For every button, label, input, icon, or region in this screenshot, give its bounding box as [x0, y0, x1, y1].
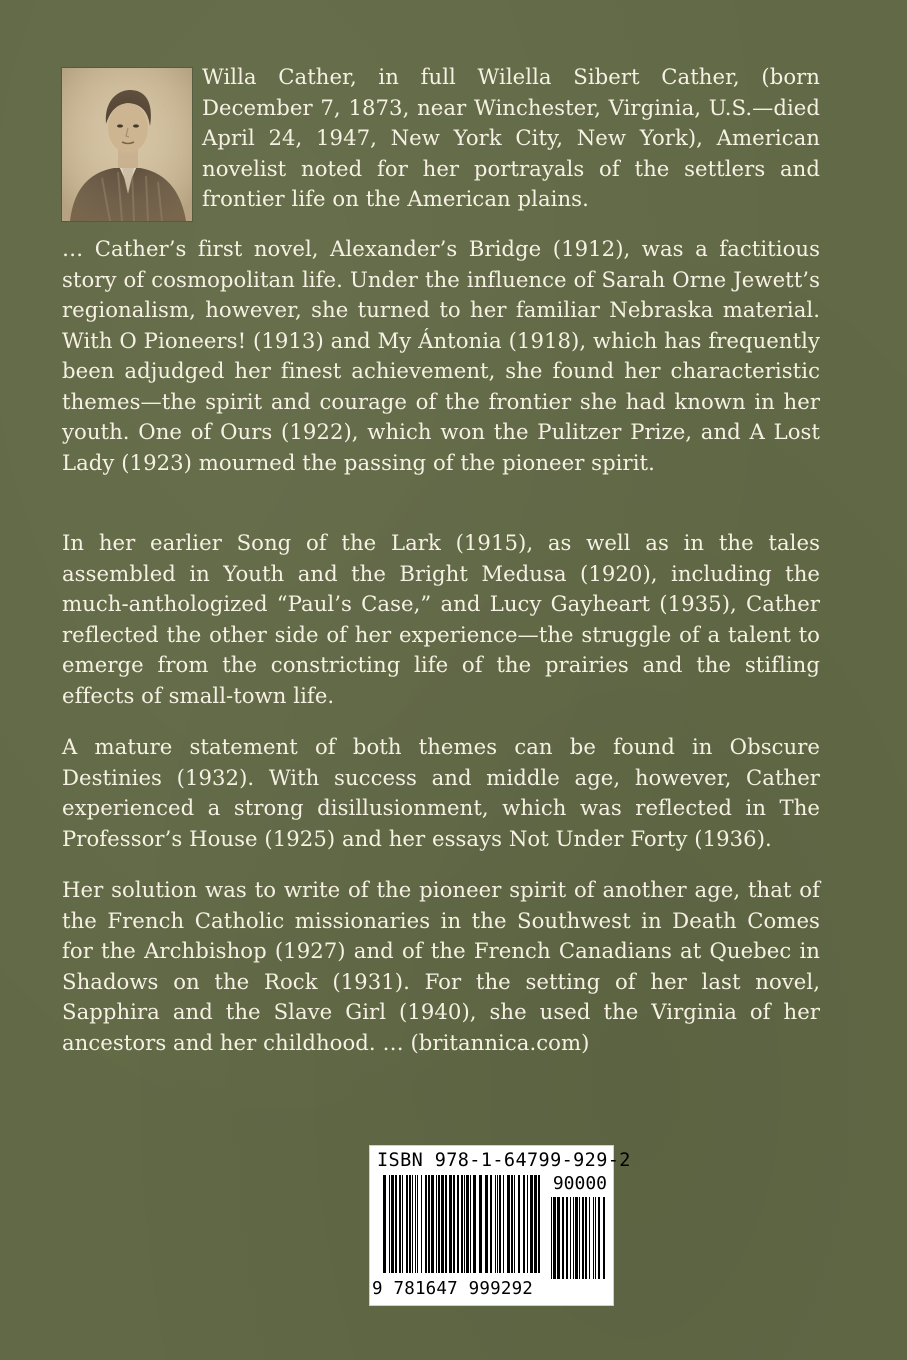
- barcode-bar: [534, 1175, 537, 1273]
- barcode-bar: [573, 1197, 574, 1279]
- barcode-bar: [389, 1175, 390, 1273]
- barcode-bar: [518, 1175, 520, 1273]
- barcode-bar: [431, 1175, 434, 1273]
- barcode-bar: [557, 1197, 560, 1279]
- barcode-bar: [415, 1175, 416, 1273]
- barcode-bar: [579, 1197, 580, 1279]
- barcode-bar: [383, 1175, 386, 1273]
- barcode-bar: [497, 1175, 498, 1273]
- barcode-bar: [507, 1175, 510, 1273]
- bio-paragraph-earlier-works: In her earlier Song of the Lark (1915), as well as in the tales assembled in Youth and the Bright Medusa (1920), including the much-anthologized “Paul’s Case,” and Lucy Gayheart (1935), Cather reflected the other side of her experience—the struggle of a talent to emerge from the constricting life of the prairies and the stifling effects of small-town life.: [62, 530, 820, 708]
- barcode-bar: [399, 1175, 401, 1273]
- barcode-bar: [598, 1197, 600, 1279]
- barcode-bar: [406, 1175, 408, 1273]
- addon-barcode-bars: [551, 1197, 607, 1279]
- barcode-bar: [464, 1175, 465, 1273]
- barcode-bar: [441, 1175, 444, 1273]
- ean-digits: 9 781647 999292: [372, 1279, 534, 1299]
- barcode-bar: [453, 1175, 455, 1273]
- barcode-bar: [589, 1197, 590, 1279]
- barcode-bar: [523, 1175, 525, 1273]
- barcode-bar: [421, 1175, 422, 1273]
- barcode-bar: [479, 1175, 482, 1273]
- barcode-bar: [551, 1197, 552, 1279]
- barcode-bar: [530, 1175, 533, 1273]
- barcode-bar: [595, 1197, 596, 1279]
- barcode-bar: [566, 1197, 568, 1279]
- barcode-bar: [503, 1175, 504, 1273]
- barcode-bar: [527, 1175, 528, 1273]
- barcode-bar: [582, 1197, 584, 1279]
- barcode-bar: [593, 1197, 594, 1279]
- barcode-bar: [402, 1175, 403, 1273]
- ean-barcode-bars: [383, 1175, 543, 1273]
- price-code: 90000: [552, 1173, 607, 1194]
- barcode-bar: [575, 1197, 578, 1279]
- barcode-bar: [470, 1175, 471, 1273]
- barcode-bar: [562, 1197, 564, 1279]
- isbn-barcode: [370, 1146, 631, 1305]
- barcode-bar: [428, 1175, 430, 1273]
- barcode-bar: [553, 1197, 556, 1279]
- barcode-bar: [466, 1175, 469, 1273]
- bio-paragraph-solution: Her solution was to write of the pioneer spirit of another age, that of the French Catholic missionaries in the Southwest in Death Comes for the Archbishop (1927) and of the French Canadians at Quebec in Shadows on the Rock (1931). For the setting of her last novel, Sapphira and the Slave Girl (1940), she used the Virginia of her ancestors and her childhood. … (britannica.com): [62, 877, 820, 1055]
- barcode-bar: [485, 1175, 488, 1273]
- barcode-bar: [511, 1175, 513, 1273]
- barcode-bar: [538, 1175, 540, 1273]
- bio-paragraph-mature-statement: A mature statement of both themes can be found in Obscure Destinies (1932). With success and middle age, however, Cather experienced a strong disillusionment, which was reflected in The Professor’s House (1925) and her essays Not Under Forty (1936).: [62, 734, 820, 851]
- barcode-bar: [412, 1175, 413, 1273]
- barcode-bar: [425, 1175, 427, 1273]
- barcode-bar: [445, 1175, 447, 1273]
- barcode-bar: [395, 1175, 397, 1273]
- bio-paragraph-intro: Willa Cather, in full Wilella Sibert Cather, (born December 7, 1873, near Winchester, Virginia, U.S.—died April 24, 1947, New York City, New York), American novelist noted for her portrayals of the settlers and frontier life on the American plains.: [202, 64, 820, 211]
- author-portrait: [62, 68, 192, 221]
- barcode-bar: [499, 1175, 501, 1273]
- barcode-bar: [495, 1175, 496, 1273]
- barcode-bar: [585, 1197, 587, 1279]
- barcode-bar: [438, 1175, 440, 1273]
- barcode-bar: [570, 1197, 571, 1279]
- barcode-bar: [461, 1175, 463, 1273]
- barcode-bar: [473, 1175, 476, 1273]
- barcode-bar: [409, 1175, 411, 1273]
- barcode-bar: [417, 1175, 418, 1273]
- barcode-bar: [457, 1175, 459, 1273]
- isbn-label: ISBN 978-1-64799-929-2: [377, 1150, 631, 1171]
- barcode-bar: [490, 1175, 492, 1273]
- barcode-bar: [391, 1175, 394, 1273]
- barcode-bar: [514, 1175, 515, 1273]
- barcode-bar: [436, 1175, 437, 1273]
- barcode-bar: [449, 1175, 452, 1273]
- barcode-bar: [603, 1197, 605, 1279]
- bio-paragraph-first-novel: … Cather’s first novel, Alexander’s Bridge (1912), was a factitious story of cosmopolitan life. Under the influence of Sarah Orne Jewett’s regionalism, however, she turned to her familiar Nebraska material. With O Pioneers! (1913) and My Ántonia (1918), which has frequently been adjudged her finest achievement, she found her characteristic themes—the spirit and courage of the frontier she had known in her youth. One of Ours (1922), which won the Pulitzer Prize, and A Lost Lady (1923) mourned the passing of the pioneer spirit.: [62, 236, 820, 475]
